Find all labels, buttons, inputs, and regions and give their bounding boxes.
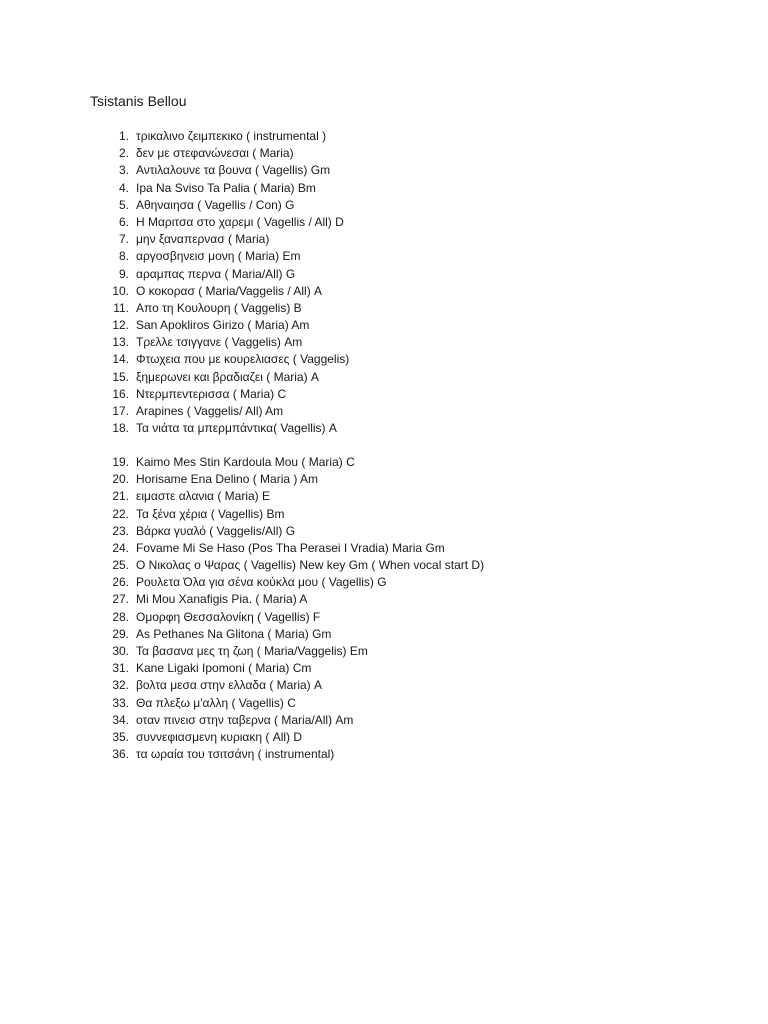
item-number: 26. [112, 575, 129, 590]
list-item [0, 403, 768, 420]
item-text: Βάρκα γυαλό ( Vaggelis/All) G [136, 523, 296, 538]
item-text: τρικαλινο ζειμπεκικο ( instrumental ) [136, 129, 327, 143]
list-item [0, 300, 768, 317]
item-number: 21. [112, 489, 129, 504]
item-number: 33. [112, 695, 129, 710]
item-text: οταν πινεισ στην ταβερνα ( Maria/All) Am [136, 712, 354, 727]
item-number: 25. [112, 558, 129, 573]
item-number: 9. [118, 266, 129, 281]
item-text: Ipa Na Sviso Ta Palia ( Maria) Bm [136, 180, 316, 195]
item-number: 20. [112, 472, 129, 487]
list-item [0, 145, 768, 162]
item-text: Απο τη Κουλουρη ( Vaggelis) B [136, 300, 302, 315]
item-number: 27. [112, 592, 129, 607]
document-title: Tsistanis Bellou [90, 93, 187, 109]
list-item [0, 506, 768, 523]
list-item [0, 540, 768, 557]
item-text: αργοσβηνεισ μονη ( Maria) Em [136, 249, 301, 264]
list-item [0, 471, 768, 488]
item-number: 7. [118, 232, 129, 247]
item-text: San Apokliros Girizo ( Maria) Am [136, 318, 310, 333]
list-item [0, 386, 768, 403]
item-number: 29. [112, 626, 129, 641]
list-item [0, 351, 768, 368]
list-item [0, 283, 768, 300]
item-number: 11. [113, 300, 129, 315]
item-text: Arapines ( Vaggelis/ All) Am [136, 404, 284, 418]
item-text: Kaimo Mes Stin Kardoula Mou ( Maria) C [136, 454, 355, 469]
list-item [0, 248, 768, 265]
list-item [0, 557, 768, 574]
item-text: Ρουλετα Όλα για σένα κούκλα μου ( Vagellis) G [136, 575, 387, 590]
item-number: 31. [112, 661, 129, 676]
item-text: ειμαστε αλανια ( Maria) E [136, 489, 270, 504]
item-text: As Pethanes Na Glitona ( Maria) Gm [136, 626, 332, 641]
item-number: 32. [112, 678, 129, 693]
list-item [0, 523, 768, 540]
item-number: 2. [118, 146, 129, 161]
list-item [0, 677, 768, 694]
list-item [0, 712, 768, 729]
item-text: Αθηναιησα ( Vagellis / Con) G [136, 197, 295, 212]
item-text: βολτα μεσα στην ελλαδα ( Maria) A [136, 678, 323, 693]
item-text: Τρελλε τσιγγανε ( Vaggelis) Am [136, 335, 303, 350]
list-item [0, 214, 768, 231]
item-number: 23. [112, 523, 129, 538]
list-item [0, 454, 768, 471]
item-number: 15. [112, 369, 129, 384]
item-number: 4. [118, 180, 129, 195]
item-number: 30. [112, 644, 129, 659]
list-item [0, 162, 768, 179]
list-item [0, 231, 768, 248]
item-number: 34. [112, 712, 129, 727]
item-text: τα ωραία του τσιτσάνη ( instrumental) [136, 747, 335, 762]
list-item [0, 266, 768, 283]
item-number: 3. [118, 163, 129, 178]
item-text: Τα νιάτα τα μπερμπάντικα( Vagellis) A [136, 421, 337, 436]
item-number: 13. [112, 335, 129, 350]
item-text: Ο Νικολας ο Ψαρας ( Vagellis) New key Gm ( When vocal start D) [136, 558, 485, 573]
list-item [0, 643, 768, 660]
item-text: Θα πλεξω μ'αλλη ( Vagellis) C [136, 695, 296, 710]
item-text: Τα ξένα χέρια ( Vagellis) Bm [136, 506, 285, 521]
list-item [0, 746, 768, 763]
list-item [0, 626, 768, 643]
list-item [0, 695, 768, 712]
item-text: Φτωχεια που με κουρελιασες ( Vaggelis) [136, 352, 350, 367]
list-item [0, 128, 768, 145]
item-number: 19. [112, 454, 129, 469]
item-number: 1. [118, 129, 129, 143]
list-item [0, 574, 768, 591]
item-number: 28. [112, 609, 129, 624]
item-text: Αντιλαλουνε τα βουνα ( Vagellis) Gm [136, 163, 331, 178]
item-text: Mi Mou Xanafigis Pia. ( Maria) A [136, 592, 308, 607]
item-text: μην ξαναπερνασ ( Maria) [136, 232, 270, 247]
item-text: Ντερμπεντερισσα ( Maria) C [136, 386, 287, 401]
item-number: 18. [112, 421, 129, 436]
item-text: Τα βασανα μες τη ζωη ( Maria/Vaggelis) Em [136, 644, 368, 659]
item-text: συννεφιασμενη κυριακη ( All) D [136, 729, 303, 744]
item-text: αραμπας περνα ( Maria/All) G [136, 266, 296, 281]
item-text: Kane Ligaki Ipomoni ( Maria) Cm [136, 661, 312, 676]
item-number: 24. [112, 540, 129, 555]
item-number: 35. [112, 729, 129, 744]
item-text: Horisame Ena Delino ( Maria ) Am [136, 472, 319, 487]
list-item [0, 334, 768, 351]
item-number: 36. [112, 747, 129, 762]
item-number: 17. [112, 404, 129, 418]
item-number: 14. [112, 352, 129, 367]
item-text: ξημερωνει και βραδιαζει ( Maria) A [136, 369, 319, 384]
list-item [0, 488, 768, 505]
item-number: 22. [112, 506, 129, 521]
item-text: δεν με στεφανώνεσαι ( Maria) [136, 146, 294, 161]
item-number: 6. [118, 214, 129, 229]
item-number: 12. [112, 318, 129, 333]
item-number: 16. [112, 386, 129, 401]
item-text: Η Μαριτσα στο χαρεμι ( Vagellis / All) D [136, 214, 344, 229]
list-item [0, 197, 768, 214]
item-number: 5. [118, 197, 129, 212]
list-item [0, 660, 768, 677]
list-item [0, 609, 768, 626]
list-item [0, 591, 768, 608]
list-item [0, 420, 768, 437]
list-item [0, 180, 768, 197]
item-text: Ο κοκορασ ( Maria/Vaggelis / All) A [136, 283, 323, 298]
list-item [0, 369, 768, 386]
item-number: 10. [112, 283, 129, 298]
list-item [0, 729, 768, 746]
item-number: 8. [118, 249, 129, 264]
item-text: Ομορφη Θεσσαλονίκη ( Vagellis) F [136, 609, 321, 624]
list-item [0, 317, 768, 334]
item-text: Fovame Mi Se Haso (Pos Tha Perasei I Vradia) Maria Gm [136, 540, 445, 555]
song-list [0, 128, 768, 763]
